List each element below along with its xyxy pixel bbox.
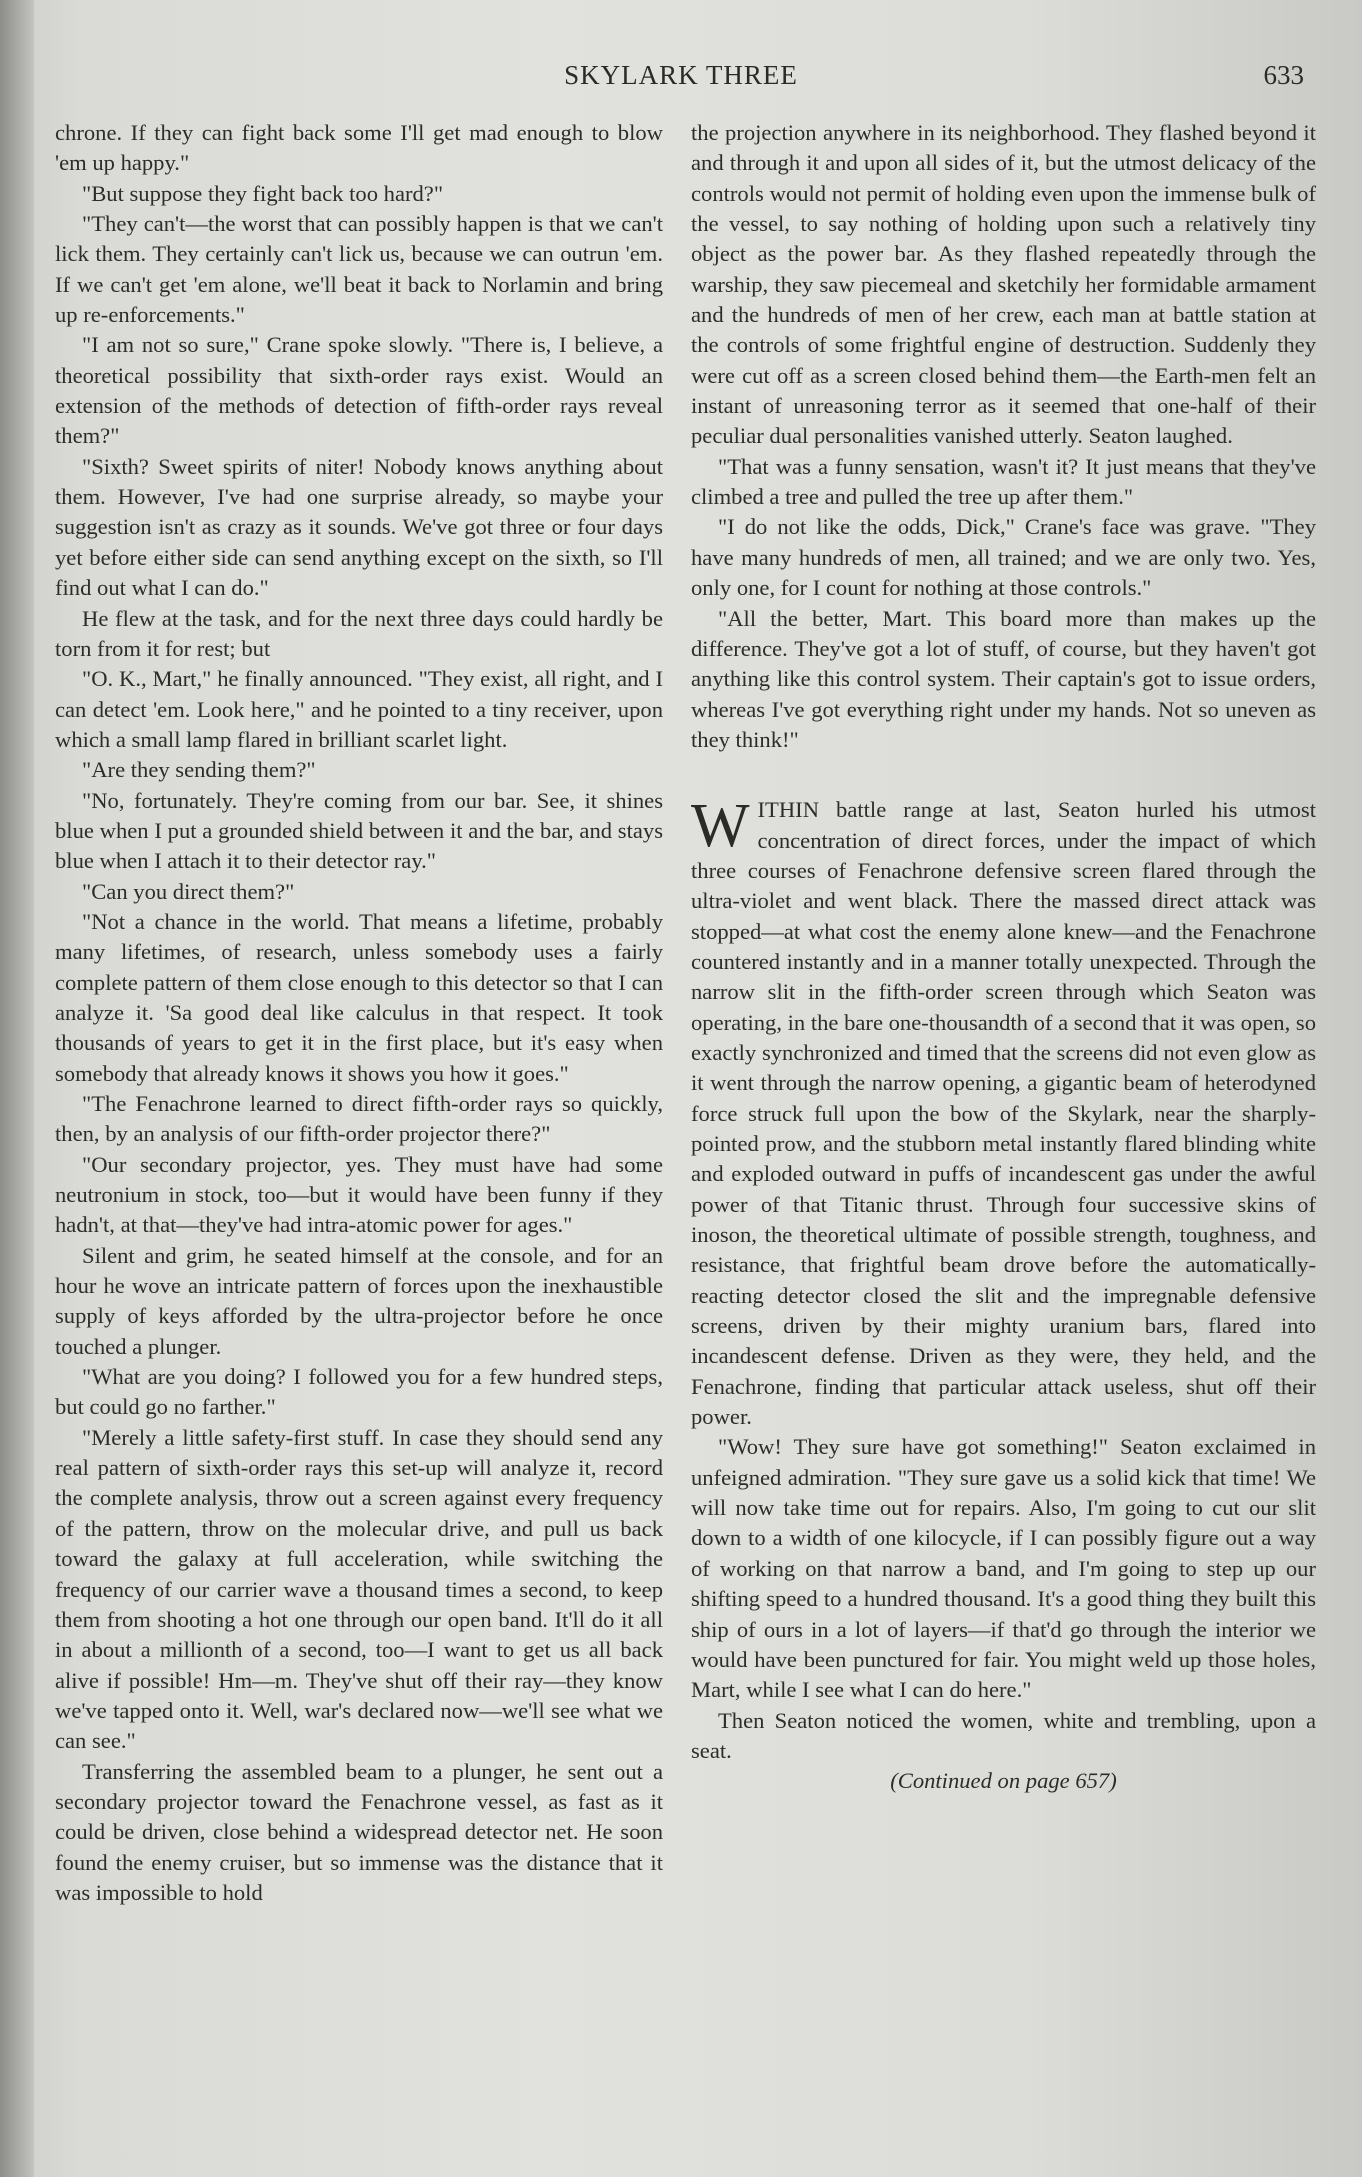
paragraph: "Merely a little safety-first stuff. In case they should send any real pattern of sixth-order rays this set-up will analyze it, record the complete analysis, throw out a screen against every frequency of the pattern, throw on the molecular drive, and pull us back toward the galaxy at full acceleration, while switching the frequency of our carrier wave a thousand times a second, to keep them from shooting a hot one through our open band. It'll do it all in about a millionth of a second, too—I want to get us all back alive if possible! Hm—m. They've shut off their ray—they know we've tapped onto it. Well, war's declared now—we'll see what we can see." [55,1424,663,1754]
paragraph: "Our secondary projector, yes. They must have had some neutronium in stock, too—but it would have been funny if they hadn't, at that—they've had intra-atomic power for ages." [55,1151,663,1238]
paragraph: "That was a funny sensation, wasn't it? It just means that they've climbed a tree and pulled the tree up after them." [691,453,1316,510]
paragraph: "Sixth? Sweet spirits of niter! Nobody knows anything about them. However, I've had one surprise already, so maybe your suggestion isn't as crazy as it sounds. We've got three or four days yet before either side can send anything except on the sixth, so I'll find out what I can do." [55,453,663,601]
paragraph: He flew at the task, and for the next three days could hardly be torn from it for rest; but [55,605,663,661]
page-number: 633 [1263,60,1304,90]
continued-notice: (Continued on page 657) [890,1768,1117,1794]
paragraph: "Not a chance in the world. That means a lifetime, probably many lifetimes, of research, unless somebody uses a fairly complete pattern of them close enough to this detector so that I can analyze it. 'Sa good deal like calculus in that respect. It took thousands of years to get it in the first place, but it's easy when somebody that already knows it shows you how it goes." [55,908,663,1086]
paragraph: "All the better, Mart. This board more than makes up the difference. They've got a lot of stuff, of course, but they haven't got anything like this control system. Their captain's got to issue orders, whereas I've got everything right under my hands. Not so uneven as they think!" [691,605,1316,752]
running-title: SKYLARK THREE [564,60,798,90]
page-binding-shadow [0,0,34,2177]
paragraph: "I do not like the odds, Dick," Crane's face was grave. "They have many hundreds of men, all trained; and we are only two. Yes, only one, for I count for nothing at those controls." [691,514,1316,601]
paragraph: Silent and grim, he seated himself at the console, and for an hour he wove an intricate pattern of forces upon the inexhaustible supply of keys afforded by the ultra-projector before he once touched a plunger. [55,1242,663,1359]
left-column [55,118,663,1908]
drop-cap: W [691,792,750,861]
section-opening-paragraph [691,792,1316,1432]
paragraph: "Can you direct them?" [82,878,295,904]
paragraph: "But suppose they fight back too hard?" [82,180,444,206]
paragraph: "I am not so sure," Crane spoke slowly. "There is, I believe, a theoretical possibility that sixth-order rays exist. Would an extension of the methods of detection of fifth-order rays reveal them?" [55,332,663,449]
paragraph: chrone. If they can fight back some I'll get mad enough to blow 'em up happy." [55,120,663,176]
paragraph: "Wow! They sure have got something!" Seaton exclaimed in unfeigned admiration. "They sure gave us a solid kick that time! We will now take time out for repairs. Also, I'm going to cut our slit down to a width of one kilocycle, if I can possibly figure out a way of working on that narrow a band, and I'm going to step up our shifting speed to a hundred thousand. It's a good thing they built this ship of ours in a lot of layers—if that'd go through the interior we would have been punctured for fair. You might weld up those holes, Mart, while I see what I can do here." [691,1434,1316,1703]
paragraph: Transferring the assembled beam to a plunger, he sent out a secondary projector toward the Fenachrone vessel, as fast as it could be driven, close behind a widespread detector net. He soon found the enemy cruiser, but so immense was the distance that it was impossible to hold [55,1758,663,1905]
paragraph: "They can't—the worst that can possibly happen is that we can't lick them. They certainly can't lick us, because we can outrun 'em. If we can't get 'em alone, we'll beat it back to Norlamin and bring up re-enforcements." [55,211,663,328]
paragraph: "Are they sending them?" [82,757,316,783]
paragraph: "The Fenachrone learned to direct fifth-order rays so quickly, then, by an analysis of our fifth-order projector there?" [55,1091,663,1147]
right-column [691,118,1316,1797]
paragraph: "What are you doing? I followed you for a few hundred steps, but could go no farther." [55,1364,663,1420]
paragraph: Then Seaton noticed the women, white and trembling, upon a seat. [691,1707,1316,1763]
paragraph: "O. K., Mart," he finally announced. "They exist, all right, and I can detect 'em. Look here," and he pointed to a tiny receiver, upon which a small lamp flared in brilliant scarlet light. [55,666,663,752]
section-opening-text: ITHIN battle range at last, Seaton hurled his utmost concentration of direct forces, under the impact of which three courses of Fenachrone defensive screen flared through the ultra-violet and went black. There the massed direct attack was stopped—at what cost the enemy alone knew—and the Fenachrone countered instantly and in a manner totally unexpected. Through the narrow slit in the fifth-order screen through which Seaton was operating, in the bare one-thousandth of a second that it was open, so exactly synchronized and timed that the screens did not even glow as it went through the narrow opening, a gigantic beam of heterodyned force struck full upon the bow of the Skylark, near the sharply-pointed prow, and the stubborn metal instantly flared blinding white and exploded outward in puffs of incandescent gas under the awful power of that Titanic thrust. Through four successive skins of inoson, the theoretical ultimate of possible strength, toughness, and resistance, that frightful beam drove before the automatically-reacting detector closed the slit and the impregnable defensive screens, driven by their mighty uranium bars, flared into incandescent defense. Driven as they were, they held, and the Fenachrone, finding that particular attack useless, shut off their power. [691,797,1316,1430]
paragraph: "No, fortunately. They're coming from our bar. See, it shines blue when I put a grounded shield between it and the bar, and stays blue when I attach it to their detector ray." [55,787,663,874]
paragraph: the projection anywhere in its neighborhood. They flashed beyond it and through it and upon all sides of it, but the utmost delicacy of the controls would not permit of holding even upon the immense bulk of the vessel, to say nothing of holding upon such a relatively tiny object as the power bar. As they flashed repeatedly through the warship, they saw piecemeal and sketchily her formidable armament and the hundreds of men of her crew, each man at battle station at the controls of some frightful engine of destruction. Suddenly they were cut off as a screen closed behind them—the Earth-men felt an instant of unreasoning terror as it seemed that one-half of their peculiar dual personalities vanished utterly. Seaton laughed. [691,120,1316,449]
running-header [0,58,1362,98]
